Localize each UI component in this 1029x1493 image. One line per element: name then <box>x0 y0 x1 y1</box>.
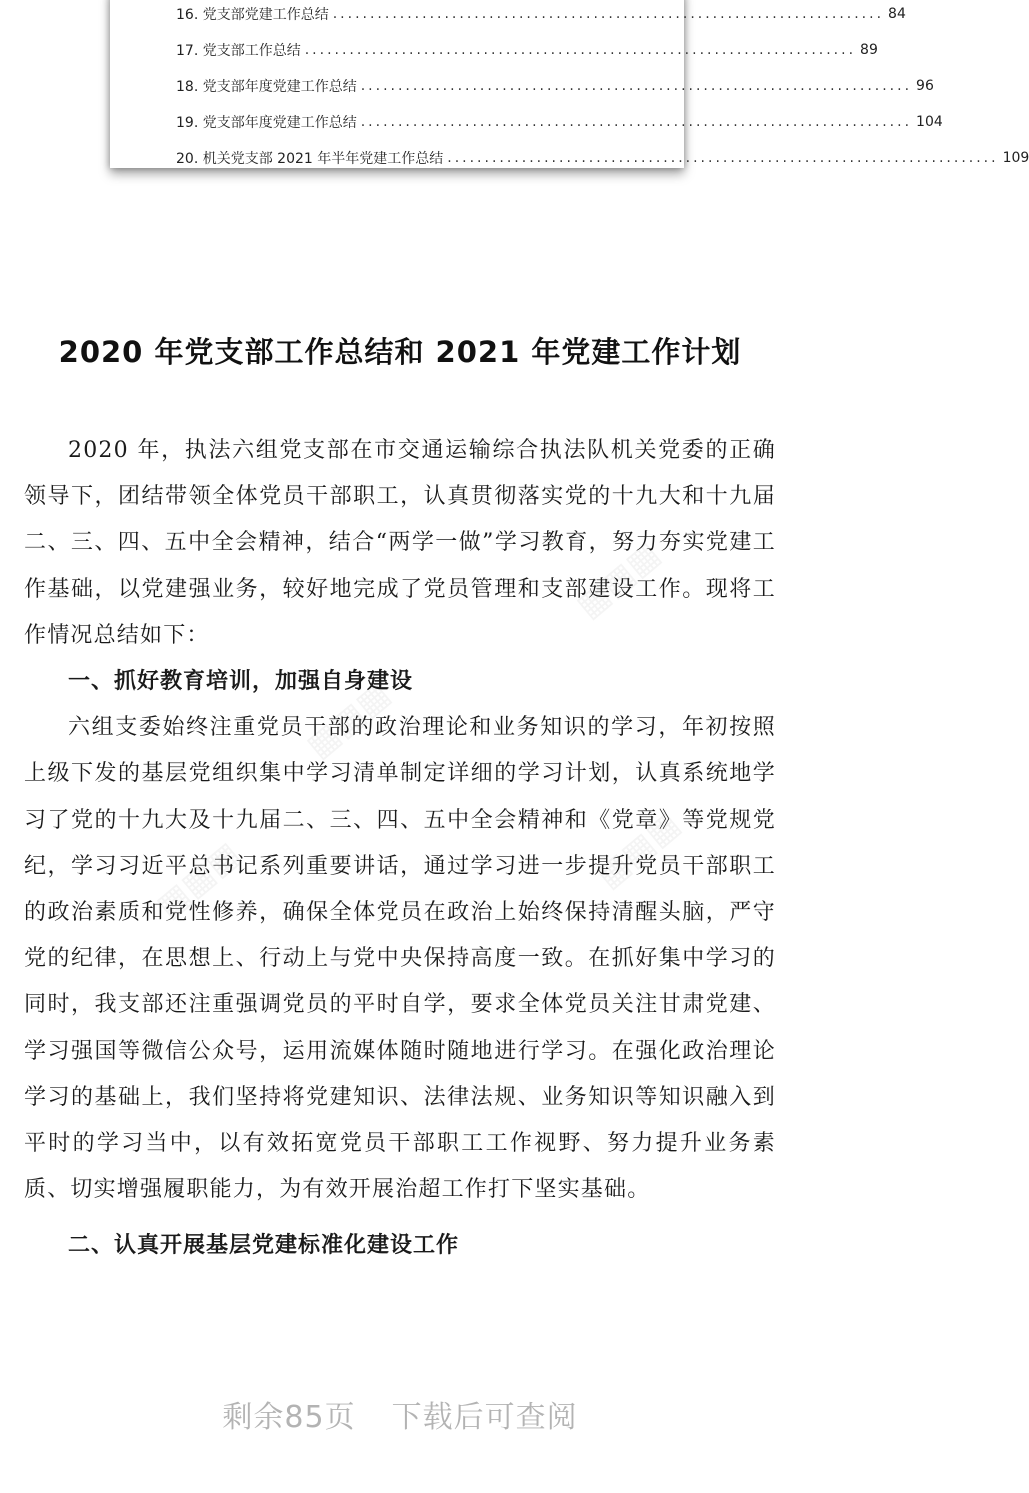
toc-item[interactable] <box>176 146 1029 170</box>
document-title: 2020 年党支部工作总结和 2021 年党建工作计划 <box>58 335 742 369</box>
toc-item-page: 104 <box>916 114 943 130</box>
document-body <box>24 428 776 1270</box>
remaining-pages-label: 剩余85页 <box>222 1400 356 1435</box>
toc-item[interactable] <box>176 74 934 98</box>
toc-item-title: 16. 党支部党建工作总结 <box>176 7 329 23</box>
toc-item[interactable] <box>176 38 878 62</box>
toc-item-page: 84 <box>888 6 906 22</box>
toc-item-title: 18. 党支部年度党建工作总结 <box>176 79 357 95</box>
toc-item-page: 109 <box>1002 150 1029 166</box>
toc-item-title: 19. 党支部年度党建工作总结 <box>176 115 357 131</box>
toc-dot-leader: .......................................................................... <box>447 150 999 166</box>
toc-dot-leader: .......................................................................... <box>304 42 857 58</box>
toc-dot-leader: .......................................................................... <box>360 78 913 94</box>
toc-item[interactable] <box>176 110 943 134</box>
toc-dot-leader: .......................................................................... <box>360 114 913 130</box>
intro-paragraph: 2020 年，执法六组党支部在市交通运输综合执法队机关党委的正确领导下，团结带领全体党员干部职工，认真贯彻落实党的十九大和十九届二、三、四、五中全会精神，结合“两学一做”学习教育，努力夯实党建工作基础，以党建强业务，较好地完成了党员管理和支部建设工作。现将工作情况总结如下： <box>24 438 776 648</box>
toc-item-page: 96 <box>916 78 934 94</box>
toc-item[interactable] <box>176 2 906 26</box>
download-to-view-label: 下载后可查阅 <box>391 1400 578 1435</box>
toc-item-title: 20. 机关党支部 2021 年半年党建工作总结 <box>176 151 444 167</box>
section-paragraph: 六组支委始终注重党员干部的政治理论和业务知识的学习，年初按照上级下发的基层党组织集中学习清单制定详细的学习计划，认真系统地学习了党的十九大及十九届二、三、四、五中全会精神和《党章》等党规党纪，学习习近平总书记系列重要讲话，通过学习进一步提升党员干部职工的政治素质和党性修养，确保全体党员在政治上始终保持清醒头脑，严守党的纪律，在思想上、行动上与党中央保持高度一致。在抓好集中学习的同时，我支部还注重强调党员的平时自学，要求全体党员关注甘肃党建、学习强国等微信公众号，运用流媒体随时随地进行学习。在强化政治理论学习的基础上，我们坚持将党建知识、法律法规、业务知识等知识融入到平时的学习当中，以有效拓宽党员干部职工工作视野、努力提升业务素质、切实增强履职能力，为有效开展治超工作打下坚实基础。 <box>24 715 776 1203</box>
section-heading: 二、认真开展基层党建标准化建设工作 <box>68 1233 460 1259</box>
section-heading: 一、抓好教育培训，加强自身建设 <box>68 669 414 695</box>
toc-item-page: 89 <box>860 42 878 58</box>
toc-item-title: 17. 党支部工作总结 <box>176 43 301 59</box>
toc-dot-leader: .......................................................................... <box>332 6 885 22</box>
remaining-pages-notice[interactable] <box>0 1392 800 1436</box>
